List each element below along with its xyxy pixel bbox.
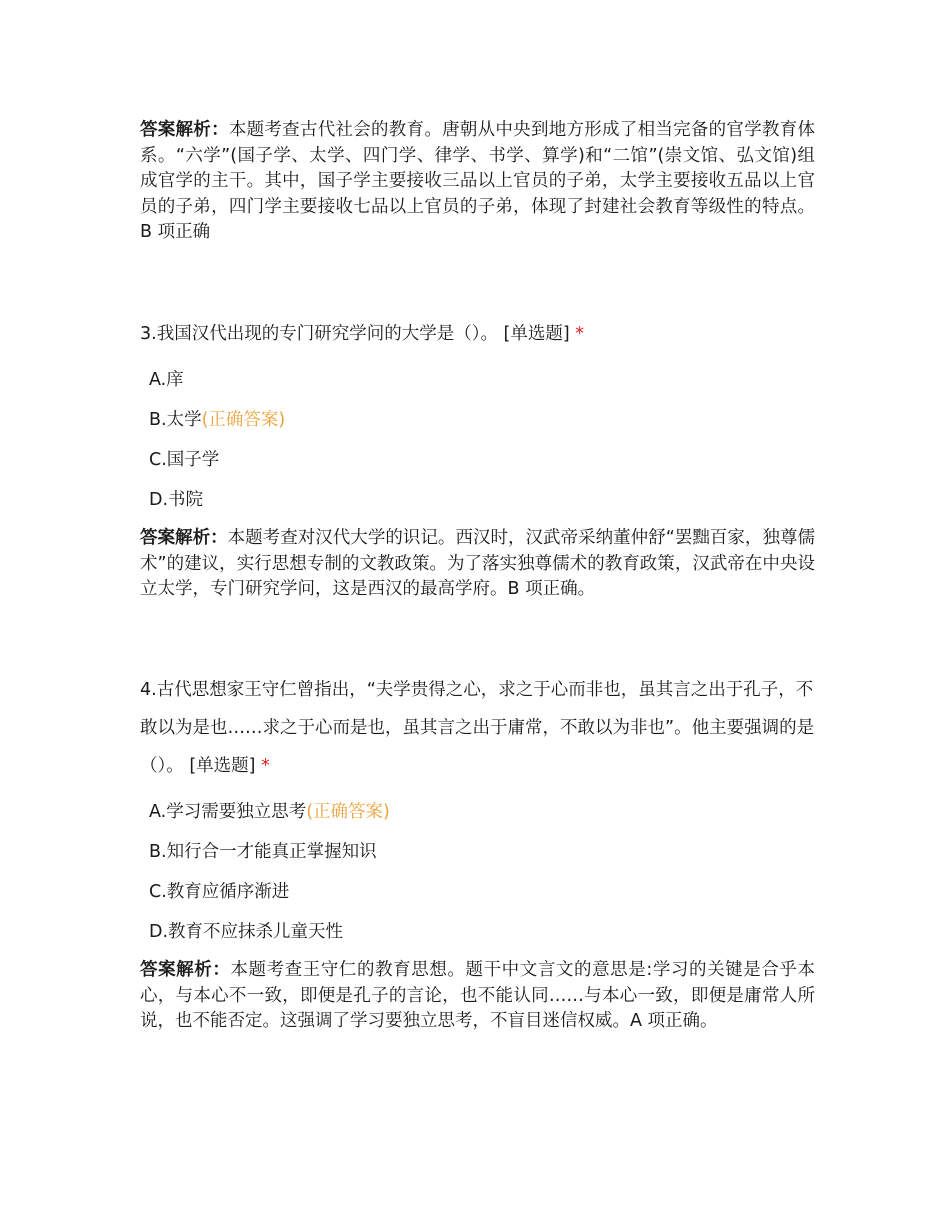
q4-question-type: [单选题] (189, 756, 256, 776)
q3-option-c-label: C.国子学 (149, 450, 220, 470)
q4-option-d-label: D.教育不应抹杀儿童天性 (149, 922, 344, 942)
q2-analysis-label: 答案解析： (140, 120, 229, 140)
q4-option-a[interactable] (149, 792, 749, 832)
q4-option-c[interactable] (149, 872, 749, 912)
q3-option-d-label: D.书院 (149, 490, 204, 510)
q4-option-b-label: B.知行合一才能真正掌握知识 (149, 842, 377, 862)
q4-option-d[interactable] (149, 912, 749, 952)
q4-required-mark: * (261, 756, 270, 776)
q3-analysis-label: 答案解析： (140, 528, 228, 548)
q3-analysis-text: 本题考查对汉代大学的识记。西汉时，汉武帝采纳董仲舒“罢黜百家，独尊儒术”的建议，实行思想专制的文教政策。为了落实独尊儒术的教育政策，汉武帝在中央设立太学，专门研究学问，这是西汉的最高学府。B 项正确。 (140, 528, 815, 599)
q4-options (149, 792, 749, 952)
q3-question (140, 315, 815, 353)
q2-analysis-text: 本题考查古代社会的教育。唐朝从中央到地方形成了相当完备的官学教育体系。“六学”(国子学、太学、四门学、律学、书学、算学)和“二馆”(崇文馆、弘文馆)组成官学的主干。其中，国子学主要接收三品以上官员的子弟，太学主要接收五品以上官员的子弟，四门学主要接收七品以上官员的子弟，体现了封建社会教育等级性的特点。B 项正确 (140, 120, 816, 242)
q4-analysis-text: 本题考查王守仁的教育思想。题干中文言文的意思是:学习的关键是合乎本心，与本心不一致，即便是孔子的言论，也不能认同……与本心一致，即便是庸常人所说，也不能否定。这强调了学习要独立思考，不盲目迷信权威。A 项正确。 (140, 960, 815, 1031)
q3-option-b[interactable] (149, 400, 749, 440)
q3-correct-answer-tag: (正确答案) (201, 410, 286, 430)
q4-option-b[interactable] (149, 832, 749, 872)
q3-option-c[interactable] (149, 440, 749, 480)
q3-required-mark: * (575, 324, 585, 344)
q3-options (149, 360, 749, 520)
q4-analysis-label: 答案解析： (140, 960, 231, 980)
q3-option-b-label: B.太学 (149, 410, 202, 430)
q4-option-c-label: C.教育应循序渐进 (149, 882, 290, 902)
q4-correct-answer-tag: (正确答案) (306, 802, 390, 822)
q4-question-text: 4.古代思想家王守仁曾指出，“夫学贵得之心，求之于心而非也，虽其言之出于孔子，不敢以为是也……求之于心而是也，虽其言之出于庸常，不敢以为非也”。他主要强调的是（）。 (140, 680, 815, 776)
q3-option-a-label: A.庠 (149, 370, 184, 390)
q3-analysis (140, 526, 815, 603)
q4-question (140, 671, 815, 785)
q2-analysis (140, 118, 815, 246)
q3-question-text: 3.我国汉代出现的专门研究学问的大学是（）。 (140, 324, 498, 344)
q4-option-a-label: A.学习需要独立思考 (149, 802, 307, 822)
q3-question-type: [单选题] (503, 324, 570, 344)
q3-option-d[interactable] (149, 480, 749, 520)
q3-option-a[interactable] (149, 360, 749, 400)
q4-analysis (140, 958, 815, 1035)
